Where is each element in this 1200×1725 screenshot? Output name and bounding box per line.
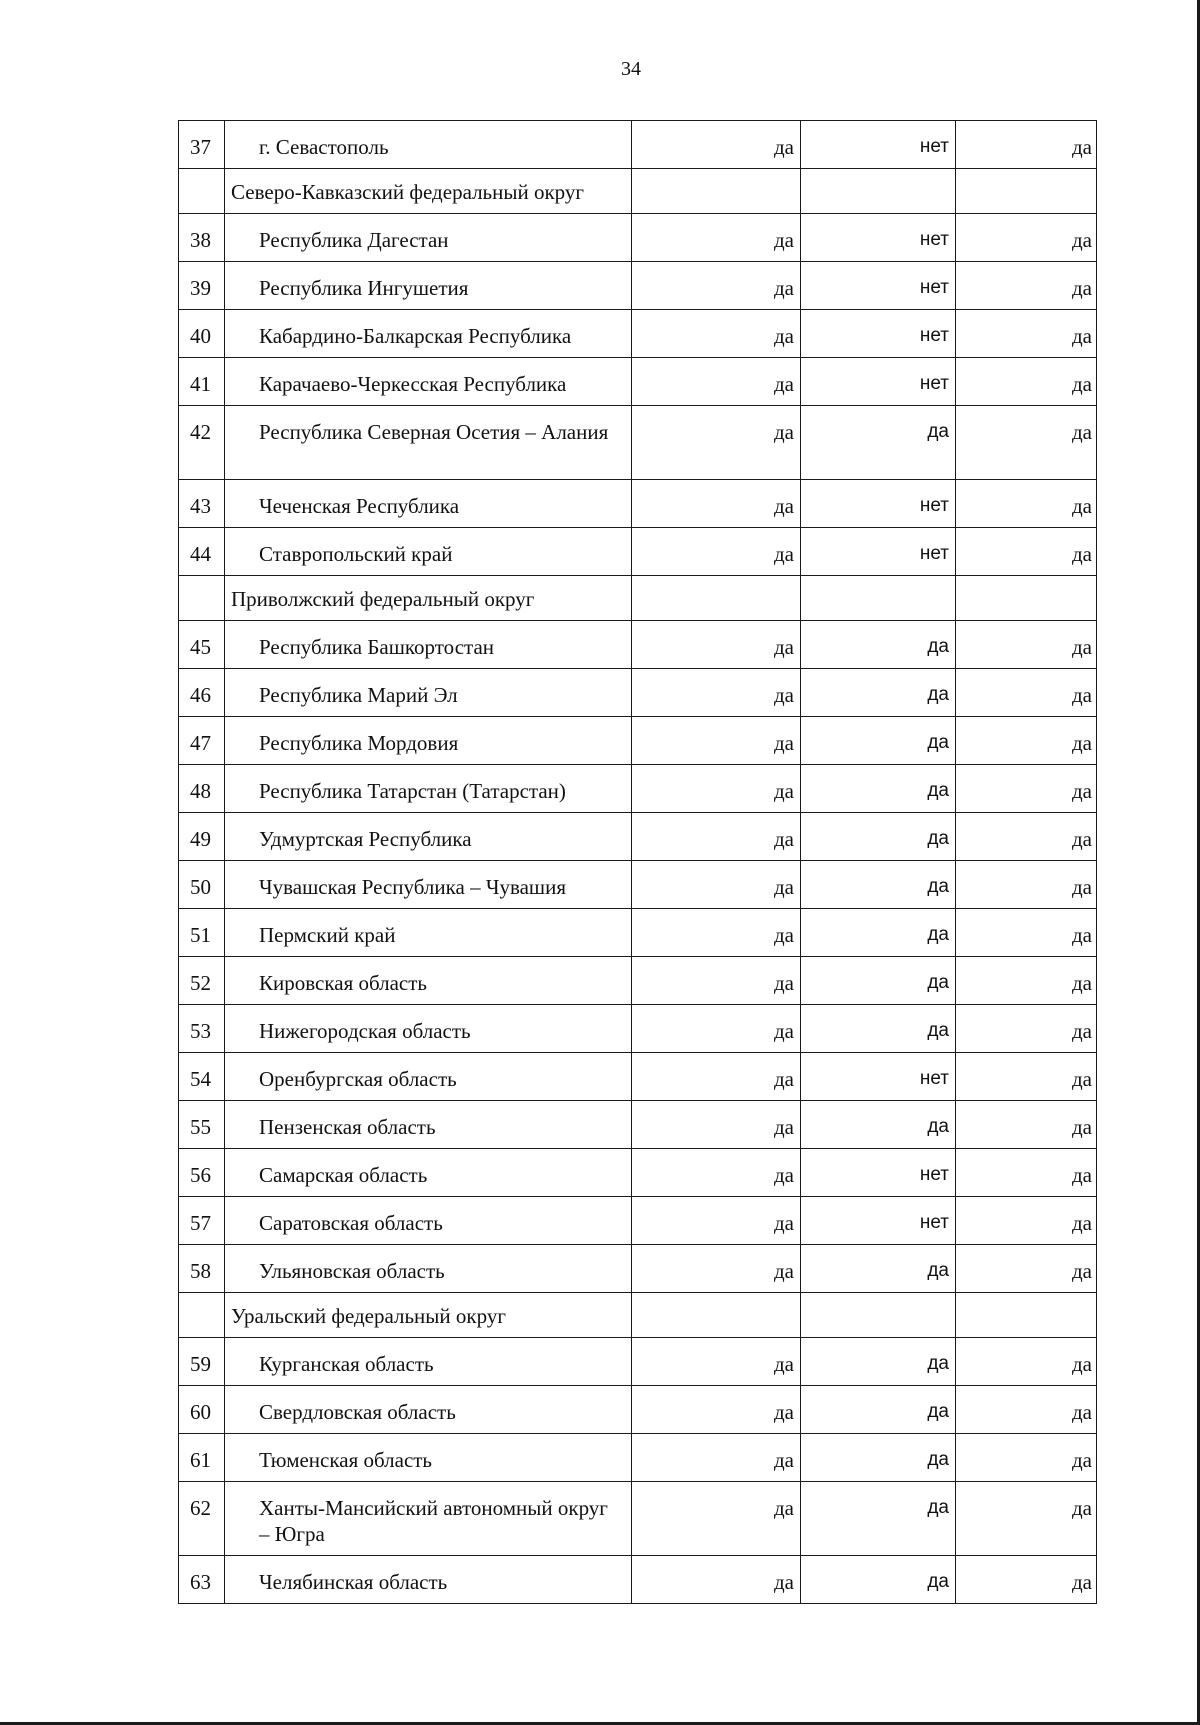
value-col-3: да bbox=[956, 1386, 1097, 1434]
region-name: Нижегородская область bbox=[225, 1005, 632, 1053]
section-empty-cell bbox=[801, 576, 956, 621]
table-row bbox=[179, 121, 1097, 169]
table-row bbox=[179, 1053, 1097, 1101]
value-col-3: да bbox=[956, 813, 1097, 861]
row-number: 43 bbox=[179, 480, 225, 528]
value-col-1: да bbox=[632, 1386, 801, 1434]
table-row bbox=[179, 262, 1097, 310]
value-col-1: да bbox=[632, 1005, 801, 1053]
table-row bbox=[179, 310, 1097, 358]
table-row bbox=[179, 214, 1097, 262]
row-number: 40 bbox=[179, 310, 225, 358]
table-row bbox=[179, 1149, 1097, 1197]
value-col-2: да bbox=[801, 957, 956, 1005]
table-row bbox=[179, 1197, 1097, 1245]
section-empty-cell bbox=[956, 169, 1097, 214]
value-col-1: да bbox=[632, 717, 801, 765]
value-col-1: да bbox=[632, 1149, 801, 1197]
value-col-3: да bbox=[956, 1482, 1097, 1556]
value-col-1: да bbox=[632, 1197, 801, 1245]
value-col-1: да bbox=[632, 528, 801, 576]
value-col-3: да bbox=[956, 1101, 1097, 1149]
value-col-2: да bbox=[801, 909, 956, 957]
value-col-2: да bbox=[801, 861, 956, 909]
value-col-1: да bbox=[632, 262, 801, 310]
section-empty-cell bbox=[956, 1293, 1097, 1338]
region-name: Республика Дагестан bbox=[225, 214, 632, 262]
region-name: Саратовская область bbox=[225, 1197, 632, 1245]
row-number: 39 bbox=[179, 262, 225, 310]
section-num-cell bbox=[179, 169, 225, 214]
region-name: Республика Ингушетия bbox=[225, 262, 632, 310]
table-row bbox=[179, 1245, 1097, 1293]
value-col-3: да bbox=[956, 310, 1097, 358]
value-col-3: да bbox=[956, 214, 1097, 262]
value-col-3: да bbox=[956, 480, 1097, 528]
region-name: Чеченская Республика bbox=[225, 480, 632, 528]
value-col-2: да bbox=[801, 1005, 956, 1053]
row-number: 48 bbox=[179, 765, 225, 813]
row-number: 47 bbox=[179, 717, 225, 765]
value-col-3: да bbox=[956, 1338, 1097, 1386]
table-row bbox=[179, 1005, 1097, 1053]
value-col-2: да bbox=[801, 1386, 956, 1434]
value-col-2: да bbox=[801, 813, 956, 861]
table-row bbox=[179, 1556, 1097, 1604]
row-number: 60 bbox=[179, 1386, 225, 1434]
value-col-2: да bbox=[801, 1482, 956, 1556]
table-row bbox=[179, 861, 1097, 909]
value-col-1: да bbox=[632, 861, 801, 909]
value-col-3: да bbox=[956, 528, 1097, 576]
value-col-2: да bbox=[801, 1245, 956, 1293]
region-name: Ставропольский край bbox=[225, 528, 632, 576]
region-name: Карачаево-Черкесская Республика bbox=[225, 358, 632, 406]
section-empty-cell bbox=[801, 1293, 956, 1338]
value-col-2: да bbox=[801, 1434, 956, 1482]
value-col-1: да bbox=[632, 765, 801, 813]
row-number: 51 bbox=[179, 909, 225, 957]
table-row bbox=[179, 909, 1097, 957]
value-col-2: да bbox=[801, 717, 956, 765]
row-number: 53 bbox=[179, 1005, 225, 1053]
value-col-3: да bbox=[956, 1197, 1097, 1245]
row-number: 57 bbox=[179, 1197, 225, 1245]
value-col-2: нет bbox=[801, 310, 956, 358]
region-name: Оренбургская область bbox=[225, 1053, 632, 1101]
page-number: 34 bbox=[621, 58, 641, 80]
value-col-3: да bbox=[956, 861, 1097, 909]
section-empty-cell bbox=[632, 169, 801, 214]
row-number: 62 bbox=[179, 1482, 225, 1556]
region-name: Кабардино-Балкарская Республика bbox=[225, 310, 632, 358]
table-row bbox=[179, 813, 1097, 861]
region-name: Республика Татарстан (Татарстан) bbox=[225, 765, 632, 813]
value-col-3: да bbox=[956, 765, 1097, 813]
value-col-1: да bbox=[632, 957, 801, 1005]
value-col-1: да bbox=[632, 310, 801, 358]
row-number: 50 bbox=[179, 861, 225, 909]
value-col-2: да bbox=[801, 1338, 956, 1386]
value-col-2: да bbox=[801, 621, 956, 669]
value-col-3: да bbox=[956, 121, 1097, 169]
value-col-3: да bbox=[956, 406, 1097, 480]
value-col-3: да bbox=[956, 621, 1097, 669]
value-col-1: да bbox=[632, 909, 801, 957]
section-title: Уральский федеральный округ bbox=[225, 1293, 632, 1338]
region-name: Тюменская область bbox=[225, 1434, 632, 1482]
value-col-3: да bbox=[956, 1245, 1097, 1293]
row-number: 37 bbox=[179, 121, 225, 169]
row-number: 56 bbox=[179, 1149, 225, 1197]
value-col-2: да bbox=[801, 406, 956, 480]
value-col-2: нет bbox=[801, 358, 956, 406]
value-col-1: да bbox=[632, 1434, 801, 1482]
table-row bbox=[179, 621, 1097, 669]
value-col-1: да bbox=[632, 1053, 801, 1101]
section-num-cell bbox=[179, 1293, 225, 1338]
row-number: 61 bbox=[179, 1434, 225, 1482]
value-col-3: да bbox=[956, 358, 1097, 406]
value-col-3: да bbox=[956, 1149, 1097, 1197]
value-col-3: да bbox=[956, 1005, 1097, 1053]
value-col-1: да bbox=[632, 1482, 801, 1556]
regions-table-body bbox=[179, 121, 1097, 1604]
table-row bbox=[179, 358, 1097, 406]
region-name: Ульяновская область bbox=[225, 1245, 632, 1293]
table-row bbox=[179, 480, 1097, 528]
row-number: 52 bbox=[179, 957, 225, 1005]
value-col-1: да bbox=[632, 1101, 801, 1149]
row-number: 63 bbox=[179, 1556, 225, 1604]
value-col-2: нет bbox=[801, 528, 956, 576]
section-header-row bbox=[179, 576, 1097, 621]
value-col-1: да bbox=[632, 621, 801, 669]
value-col-1: да bbox=[632, 669, 801, 717]
region-name: г. Севастополь bbox=[225, 121, 632, 169]
value-col-1: да bbox=[632, 121, 801, 169]
region-name: Свердловская область bbox=[225, 1386, 632, 1434]
section-title: Приволжский федеральный округ bbox=[225, 576, 632, 621]
value-col-1: да bbox=[632, 1245, 801, 1293]
value-col-3: да bbox=[956, 262, 1097, 310]
row-number: 59 bbox=[179, 1338, 225, 1386]
region-name: Кировская область bbox=[225, 957, 632, 1005]
value-col-2: нет bbox=[801, 1149, 956, 1197]
value-col-1: да bbox=[632, 480, 801, 528]
row-number: 42 bbox=[179, 406, 225, 480]
value-col-1: да bbox=[632, 1338, 801, 1386]
value-col-3: да bbox=[956, 1434, 1097, 1482]
region-name: Челябинская область bbox=[225, 1556, 632, 1604]
table-row bbox=[179, 528, 1097, 576]
value-col-1: да bbox=[632, 406, 801, 480]
table-row bbox=[179, 717, 1097, 765]
row-number: 38 bbox=[179, 214, 225, 262]
value-col-2: нет bbox=[801, 262, 956, 310]
value-col-1: да bbox=[632, 1556, 801, 1604]
region-name: Самарская область bbox=[225, 1149, 632, 1197]
region-name: Республика Мордовия bbox=[225, 717, 632, 765]
region-name: Курганская область bbox=[225, 1338, 632, 1386]
row-number: 49 bbox=[179, 813, 225, 861]
regions-table bbox=[178, 120, 1097, 1604]
row-number: 58 bbox=[179, 1245, 225, 1293]
value-col-3: да bbox=[956, 717, 1097, 765]
table-row bbox=[179, 1101, 1097, 1149]
table-row bbox=[179, 1482, 1097, 1556]
section-empty-cell bbox=[632, 576, 801, 621]
region-name: Республика Марий Эл bbox=[225, 669, 632, 717]
value-col-1: да bbox=[632, 813, 801, 861]
region-name: Удмуртская Республика bbox=[225, 813, 632, 861]
row-number: 44 bbox=[179, 528, 225, 576]
row-number: 55 bbox=[179, 1101, 225, 1149]
section-header-row bbox=[179, 1293, 1097, 1338]
value-col-2: да bbox=[801, 669, 956, 717]
table-row bbox=[179, 957, 1097, 1005]
value-col-2: нет bbox=[801, 1053, 956, 1101]
table-row bbox=[179, 1434, 1097, 1482]
value-col-3: да bbox=[956, 669, 1097, 717]
value-col-2: нет bbox=[801, 480, 956, 528]
section-empty-cell bbox=[801, 169, 956, 214]
region-name: Пермский край bbox=[225, 909, 632, 957]
table-row bbox=[179, 406, 1097, 480]
row-number: 45 bbox=[179, 621, 225, 669]
value-col-2: да bbox=[801, 1101, 956, 1149]
value-col-2: нет bbox=[801, 121, 956, 169]
region-name: Республика Башкортостан bbox=[225, 621, 632, 669]
value-col-2: нет bbox=[801, 214, 956, 262]
region-name: Республика Северная Осетия – Алания bbox=[225, 406, 632, 480]
section-empty-cell bbox=[632, 1293, 801, 1338]
table-row bbox=[179, 669, 1097, 717]
table-row bbox=[179, 1386, 1097, 1434]
value-col-3: да bbox=[956, 909, 1097, 957]
region-name: Ханты-Мансийский автономный округ – Югра bbox=[225, 1482, 632, 1556]
row-number: 41 bbox=[179, 358, 225, 406]
value-col-3: да bbox=[956, 957, 1097, 1005]
section-empty-cell bbox=[956, 576, 1097, 621]
region-name: Чувашская Республика – Чувашия bbox=[225, 861, 632, 909]
row-number: 46 bbox=[179, 669, 225, 717]
value-col-3: да bbox=[956, 1556, 1097, 1604]
section-num-cell bbox=[179, 576, 225, 621]
value-col-1: да bbox=[632, 214, 801, 262]
region-name: Пензенская область bbox=[225, 1101, 632, 1149]
section-header-row bbox=[179, 169, 1097, 214]
section-title: Северо-Кавказский федеральный округ bbox=[225, 169, 632, 214]
value-col-3: да bbox=[956, 1053, 1097, 1101]
table-row bbox=[179, 765, 1097, 813]
value-col-1: да bbox=[632, 358, 801, 406]
value-col-2: да bbox=[801, 765, 956, 813]
value-col-2: нет bbox=[801, 1197, 956, 1245]
value-col-2: да bbox=[801, 1556, 956, 1604]
table-row bbox=[179, 1338, 1097, 1386]
row-number: 54 bbox=[179, 1053, 225, 1101]
